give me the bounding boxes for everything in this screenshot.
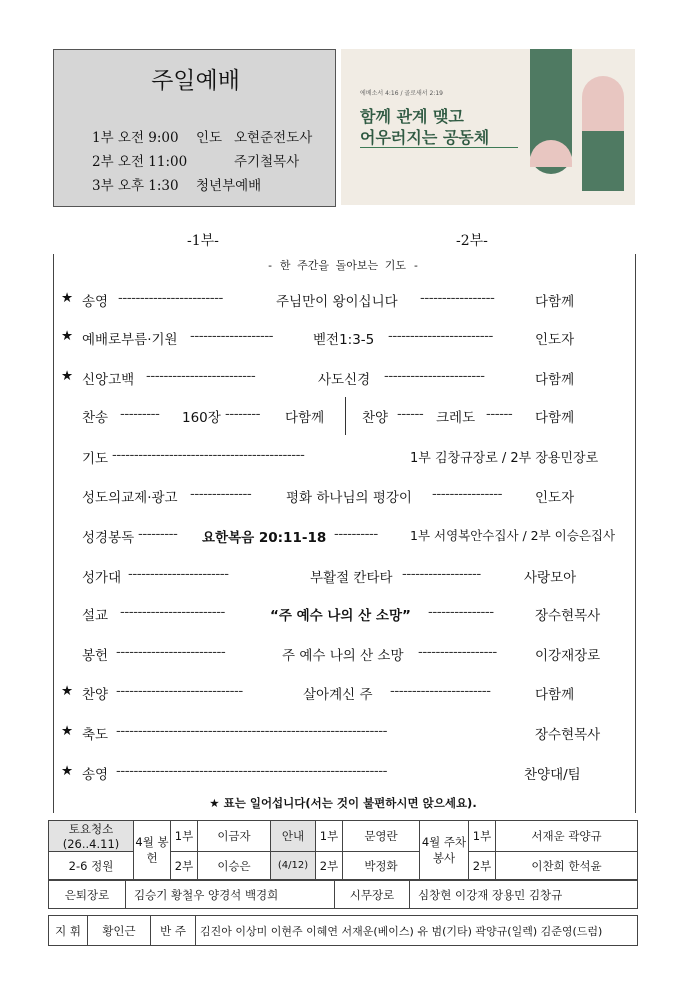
duty-table	[48, 820, 638, 880]
banner-decoration	[525, 49, 635, 205]
banner-underline	[360, 147, 518, 148]
program-row: 설교 ------------------------ “주 예수 나의 산 소망” --------------- 장수현목사	[82, 604, 601, 624]
program-content: 요한복음 20:11-18	[202, 530, 327, 546]
accompanist-label: 반 주	[151, 916, 196, 946]
accompanists: 김진아 이상미 이현주 이혜연 서재운(베이스) 유 범(기타) 곽양규(일렉) 김준영(드럼)	[196, 916, 638, 946]
program-row: 성가대 ----------------------- 부활절 칸타타 ------------------ 사랑모아	[82, 566, 577, 586]
service-leader: 주기철목사	[234, 154, 300, 170]
program-row: 봉헌 ------------------------- 주 예수 나의 산 소망 ------------------ 이강재장로	[82, 644, 601, 664]
standing-star-icon: ★	[61, 723, 74, 739]
program-who: 이강재장로	[535, 648, 601, 664]
program-item: 찬송	[82, 410, 109, 426]
program-content: 살아계신 주	[303, 687, 373, 703]
program-who: 다함께	[535, 372, 575, 388]
part-2-heading: -2부-	[456, 233, 488, 249]
offering-name: 이승은	[198, 852, 271, 880]
service-title: 주일예배	[151, 68, 240, 94]
program-item: 설교	[82, 608, 109, 624]
guide-name: 박정화	[343, 852, 420, 880]
offering-part: 2부	[171, 852, 198, 880]
service-row-3	[92, 174, 261, 194]
program-row: ★ 예배로부름·기원 ------------------- 벧전1:3-5 ------------------------ 인도자	[61, 328, 575, 348]
guide-part: 1부	[316, 821, 343, 852]
standing-star-icon: ★	[61, 368, 74, 384]
program-who-2: 다함께	[535, 410, 575, 426]
program-item: 성도의교제·광고	[82, 490, 178, 506]
program-who: 사랑모아	[524, 570, 577, 586]
program-item: 예배로부름·기원	[82, 332, 178, 348]
program-row: 성경봉독 --------- 요한복음 20:11-18 ---------- 1부 서영복안수집사 / 2부 이승은집사	[82, 526, 616, 546]
offering-name: 이금자	[198, 821, 271, 852]
guide-label: 안내	[271, 821, 316, 852]
part-1-heading: -1부-	[187, 233, 219, 249]
program-row-split: 찬송 --------- 160장 -------- 다함께 찬양 ------ 크레도 ------ 다함께	[0, 406, 686, 428]
program-item: 축도	[82, 727, 109, 743]
program-row: ★ 송영 -------------------------------------------------------------- 찬양대/팀	[61, 763, 581, 783]
retired-elders-label: 은퇴장로	[49, 881, 126, 909]
service-role: 인도	[196, 130, 223, 146]
program-content: “주 예수 나의 산 소망”	[270, 608, 411, 624]
program-content-2: 크레도	[436, 410, 476, 426]
offering-label: 4월 봉헌	[134, 821, 171, 880]
standing-star-icon: ★	[61, 683, 74, 699]
split-divider	[345, 397, 346, 435]
service-leader: 오현준전도사	[234, 130, 313, 146]
program-subtitle: - 한 주간을 돌아보는 기도 -	[266, 259, 420, 272]
service-part: 1부	[469, 821, 496, 852]
program-item: 송영	[82, 294, 109, 310]
banner-title-line2: 어우러지는 공동체	[360, 128, 490, 147]
program-item-2: 찬양	[362, 410, 389, 426]
guide-date: (4/12)	[271, 852, 316, 880]
program-item: 송영	[82, 767, 109, 783]
elders-table	[48, 880, 638, 909]
guide-part: 2부	[316, 852, 343, 880]
guide-name: 문영란	[343, 821, 420, 852]
program-item: 봉헌	[82, 648, 109, 664]
program-row: ★ 송영 ------------------------ 주님만이 왕이십니다 ----------------- 다함께	[61, 290, 575, 310]
active-elders: 심창현 이강재 장용민 김창규	[410, 881, 638, 909]
service-time: 3부 오후 1:30	[92, 178, 179, 194]
program-row: 성도의교제·광고 -------------- 평화 하나님의 평강이 ---------------- 인도자	[82, 486, 575, 506]
program-row: 기도 -------------------------------------------- 1부 김창규장로 / 2부 장용민장로	[82, 447, 599, 467]
conductor-name: 황인근	[88, 916, 151, 946]
cleaning-label: 토요청소 (26..4.11)	[49, 821, 134, 852]
standing-note: ★ 표는 일어섭니다(서는 것이 불편하시면 앉으세요).	[209, 796, 477, 810]
program-content: 부활절 칸타타	[310, 570, 393, 586]
program-who: 찬양대/팀	[524, 767, 581, 783]
program-who: 1부 서영복안수집사 / 2부 이승은집사	[410, 528, 616, 543]
program-who: 장수현목사	[535, 727, 601, 743]
program-who: 장수현목사	[535, 608, 601, 624]
cleaning-team: 2-6 정원	[49, 852, 134, 880]
service-leader: 청년부예배	[196, 178, 262, 194]
program-row: ★ 축도 -------------------------------------------------------------- 장수현목사	[61, 723, 601, 743]
standing-star-icon: ★	[61, 763, 74, 779]
program-who: 다함께	[535, 687, 575, 703]
program-item: 성가대	[82, 570, 122, 586]
active-elders-label: 시무장로	[335, 881, 410, 909]
standing-star-icon: ★	[61, 290, 74, 306]
program-content: 주 예수 나의 산 소망	[282, 648, 404, 664]
program-content: 평화 하나님의 평강이	[286, 490, 412, 506]
service-label: 4월 주차봉사	[420, 821, 469, 880]
program-item: 성경봉독	[82, 530, 135, 546]
service-row-2	[92, 150, 299, 170]
service-part: 2부	[469, 852, 496, 880]
program-item: 신앙고백	[82, 372, 135, 388]
program-content: 1부 김창규장로 / 2부 장용민장로	[410, 451, 599, 466]
offering-part: 1부	[171, 821, 198, 852]
service-names: 이찬희 한석윤	[496, 852, 638, 880]
program-content: 주님만이 왕이십니다	[276, 294, 398, 310]
music-table	[48, 915, 638, 946]
program-row: ★ 신앙고백 ------------------------- 사도신경 ----------------------- 다함께	[61, 368, 575, 388]
program-who: 인도자	[535, 490, 575, 506]
program-content: 사도신경	[318, 372, 371, 388]
service-info-box	[53, 49, 336, 207]
conductor-label: 지 휘	[49, 916, 88, 946]
program-content: 160장	[182, 410, 221, 426]
service-time: 1부 오전 9:00	[92, 130, 179, 146]
program-who: 다함께	[535, 294, 575, 310]
standing-star-icon: ★	[61, 328, 74, 344]
program-content: 벧전1:3-5	[313, 332, 375, 348]
program-item: 기도	[82, 451, 109, 467]
service-row-1	[92, 126, 312, 146]
retired-elders: 김승기 황철우 양경석 백경희	[126, 881, 335, 909]
program-who: 인도자	[535, 332, 575, 348]
program-item: 찬양	[82, 687, 109, 703]
banner-scripture-ref: 에베소서 4:16 / 골로새서 2:19	[360, 90, 443, 97]
program-who: 다함께	[285, 410, 325, 426]
service-time: 2부 오전 11:00	[92, 154, 188, 170]
program-row: ★ 찬양 ----------------------------- 살아계신 주 ----------------------- 다함께	[61, 683, 575, 703]
theme-banner	[341, 49, 635, 205]
service-names: 서재운 곽양규	[496, 821, 638, 852]
banner-title-line1: 함께 관계 맺고	[360, 107, 464, 126]
